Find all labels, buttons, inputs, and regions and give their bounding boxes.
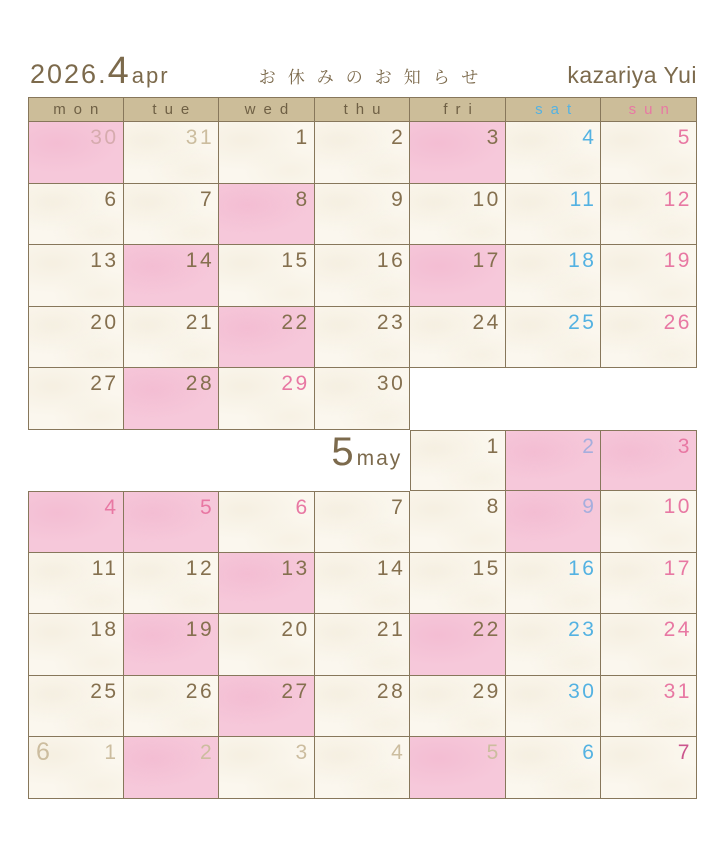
day-cell [601, 553, 697, 615]
day-number: 1 [295, 126, 310, 149]
day-cell [410, 184, 506, 246]
day-number: 6 [104, 187, 119, 211]
day-number: 4 [582, 126, 597, 149]
day-cell [28, 553, 124, 615]
day-number: 26 [663, 310, 692, 334]
day-cell [315, 614, 411, 676]
day-cell [315, 368, 411, 430]
day-cell [410, 614, 506, 676]
day-number: 7 [677, 741, 692, 764]
day-number: 15 [281, 249, 310, 272]
day-cell [410, 430, 506, 492]
day-cell [601, 184, 697, 246]
day-cell [315, 245, 411, 307]
day-number: 12 [663, 187, 692, 211]
month-number: 4 [107, 50, 129, 92]
day-cell [28, 184, 124, 246]
day-cell [28, 245, 124, 307]
may-label-cell [315, 430, 411, 492]
day-cell [410, 307, 506, 369]
day-cell [410, 245, 506, 307]
day-cell [219, 737, 315, 799]
day-cell [315, 184, 411, 246]
day-number: 17 [472, 249, 501, 272]
day-number: 21 [376, 618, 406, 641]
day-cell [219, 553, 315, 615]
day-cell [601, 307, 697, 369]
day-cell [410, 553, 506, 615]
day-number: 16 [568, 556, 597, 580]
day-cell [315, 122, 411, 184]
day-cell [124, 368, 220, 430]
day-number: 27 [281, 679, 310, 703]
day-cell [410, 491, 506, 553]
day-cell [124, 122, 220, 184]
empty-cell [219, 430, 315, 492]
day-number: 9 [582, 495, 597, 518]
day-number: 5 [199, 496, 215, 519]
may-month-number: 5 [331, 429, 354, 474]
day-cell [506, 122, 602, 184]
day-cell [28, 491, 124, 553]
day-number: 29 [281, 372, 310, 395]
day-cell [219, 184, 315, 246]
title-bar [30, 50, 697, 93]
day-cell [28, 122, 124, 184]
day-number: 30 [376, 372, 406, 395]
day-number: 14 [185, 249, 215, 272]
day-number: 30 [90, 126, 119, 149]
day-cell [219, 307, 315, 369]
day-number: 11 [91, 556, 119, 580]
day-cell [601, 737, 697, 799]
day-cell [28, 368, 124, 430]
empty-cell [410, 368, 506, 430]
day-cell [219, 614, 315, 676]
day-cell [28, 614, 124, 676]
day-number: 11 [569, 187, 597, 211]
day-cell [124, 184, 220, 246]
day-cell [506, 245, 602, 307]
day-cell [506, 737, 602, 799]
day-number: 5 [677, 126, 692, 149]
day-cell [315, 491, 411, 553]
day-number: 13 [281, 556, 310, 580]
day-number: 3 [486, 126, 501, 149]
day-number: 31 [663, 679, 692, 703]
calendar-grid [28, 97, 697, 799]
day-cell [601, 430, 697, 492]
day-cell [506, 614, 602, 676]
day-cell [506, 307, 602, 369]
empty-cell [601, 368, 697, 430]
holiday-notice-title: お休みのお知らせ [258, 68, 491, 87]
day-number: 28 [376, 679, 406, 703]
day-number: 14 [376, 556, 406, 580]
day-number: 30 [568, 679, 597, 703]
day-cell [601, 122, 697, 184]
day-cell [506, 184, 602, 246]
day-number: 4 [391, 741, 406, 764]
day-number: 26 [185, 679, 215, 703]
weekday-header-sat: sat [506, 97, 602, 122]
day-number: 5 [486, 741, 501, 764]
day-number: 25 [90, 679, 119, 703]
day-number: 3 [677, 434, 692, 458]
day-cell [28, 737, 124, 799]
month-abbr: apr [131, 63, 170, 88]
day-number: 19 [185, 618, 215, 641]
day-number: 25 [568, 310, 597, 334]
day-number: 10 [663, 495, 692, 518]
day-cell [219, 245, 315, 307]
empty-cell [506, 368, 602, 430]
day-number: 21 [185, 310, 215, 334]
day-cell [124, 491, 220, 553]
day-number: 20 [90, 310, 119, 334]
day-number: 1 [486, 434, 501, 458]
day-cell [219, 122, 315, 184]
day-cell [315, 676, 411, 738]
day-number: 16 [376, 249, 406, 272]
day-cell [410, 676, 506, 738]
day-number: 22 [281, 310, 310, 334]
day-cell [601, 614, 697, 676]
day-cell [124, 737, 220, 799]
day-number: 12 [185, 556, 215, 580]
day-cell [506, 553, 602, 615]
day-number: 27 [90, 372, 119, 395]
day-number: 19 [663, 249, 692, 272]
weekday-header-wed: wed [219, 97, 315, 122]
day-number: 13 [90, 249, 119, 272]
day-cell [601, 245, 697, 307]
weekday-header-sun: sun [601, 97, 697, 122]
day-cell [315, 307, 411, 369]
day-number: 23 [376, 310, 406, 334]
day-cell [124, 307, 220, 369]
weekday-header-fri: fri [410, 97, 506, 122]
day-number: 28 [185, 372, 215, 395]
day-number: 2 [199, 741, 215, 764]
day-number: 8 [295, 187, 310, 211]
day-cell [601, 676, 697, 738]
weekday-header-thu: thu [315, 97, 411, 122]
day-number: 7 [391, 496, 406, 519]
day-number: 10 [472, 187, 501, 211]
day-number: 1 [104, 741, 119, 764]
day-number: 7 [199, 187, 215, 211]
day-number: 18 [90, 618, 119, 641]
day-number: 8 [486, 495, 501, 518]
shop-name: kazariya Yui [567, 62, 697, 88]
day-number: 4 [104, 496, 119, 519]
day-number: 15 [472, 556, 501, 580]
day-cell [28, 307, 124, 369]
day-number: 22 [472, 618, 501, 641]
day-cell [601, 491, 697, 553]
year-label: 2026. [30, 59, 108, 89]
day-cell [219, 368, 315, 430]
day-number: 17 [663, 556, 692, 580]
may-month-abbr: may [356, 446, 403, 470]
day-number: 3 [295, 741, 310, 764]
day-cell [28, 676, 124, 738]
day-number: 2 [391, 126, 406, 149]
next-month-indicator: 6 [36, 738, 50, 766]
empty-cell [28, 430, 124, 492]
empty-cell [124, 430, 220, 492]
day-number: 6 [582, 741, 597, 764]
day-number: 6 [295, 496, 310, 519]
day-cell [219, 491, 315, 553]
day-cell [124, 676, 220, 738]
day-cell [315, 553, 411, 615]
day-number: 24 [472, 310, 501, 334]
day-cell [124, 245, 220, 307]
day-number: 23 [568, 618, 597, 641]
april-title [30, 50, 170, 93]
day-number: 24 [663, 618, 692, 641]
day-number: 29 [472, 679, 501, 703]
day-cell [124, 553, 220, 615]
day-cell [410, 122, 506, 184]
day-cell [506, 491, 602, 553]
day-number: 2 [582, 434, 597, 458]
weekday-header-tue: tue [124, 97, 220, 122]
day-number: 18 [568, 249, 597, 272]
day-cell [219, 676, 315, 738]
day-cell [124, 614, 220, 676]
day-number: 31 [185, 126, 215, 149]
day-cell [506, 430, 602, 492]
day-cell [410, 737, 506, 799]
day-number: 20 [281, 618, 310, 641]
weekday-header-mon: mon [28, 97, 124, 122]
day-number: 9 [391, 187, 406, 211]
day-cell [506, 676, 602, 738]
day-cell [315, 737, 411, 799]
